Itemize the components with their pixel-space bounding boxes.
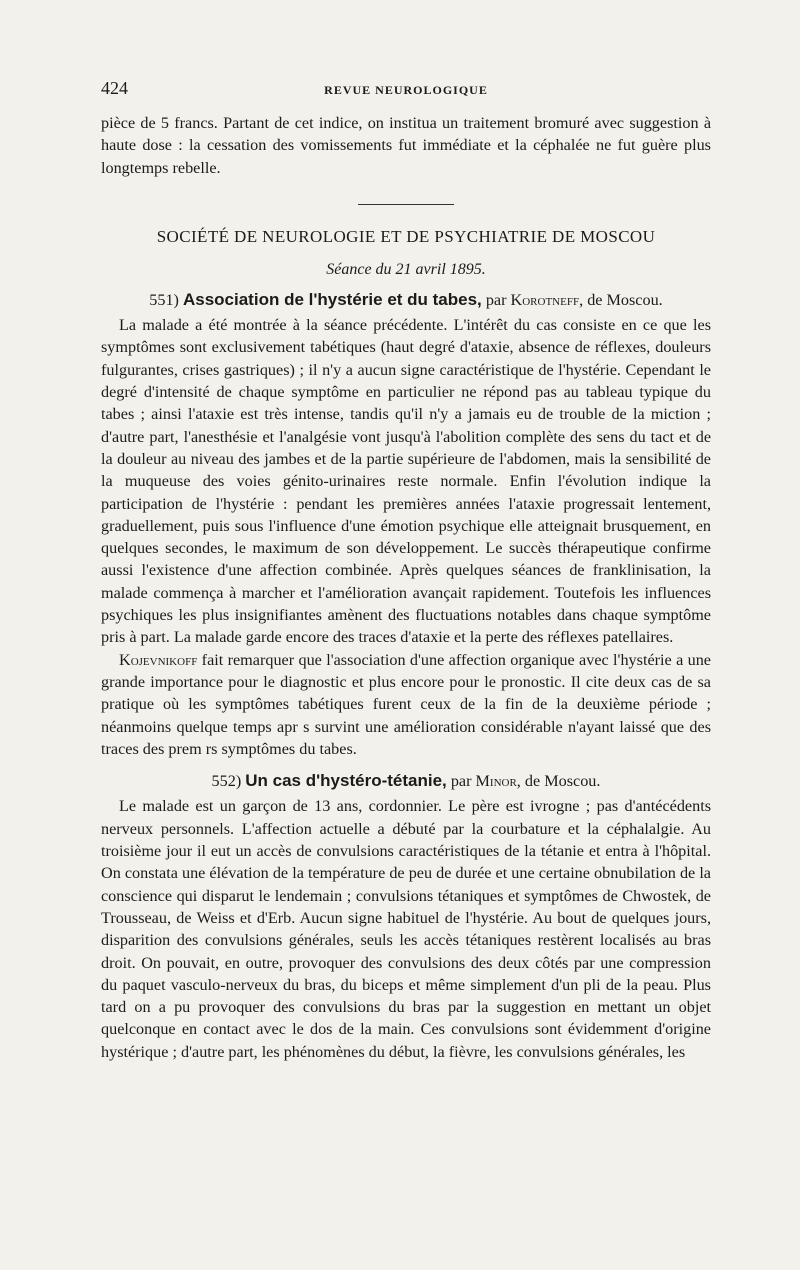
entry-by: par — [450, 772, 472, 791]
running-head — [101, 78, 711, 102]
entry-place: de Moscou. — [587, 290, 663, 309]
entry-heading-551 — [101, 289, 711, 311]
discussion-text: fait remarquer que l'association d'une affection organique avec l'hystérie a une grande importance pour le diagnostic et plus encore pour le pronostic. Il cite deux cas de sa pratique où les symptômes tabétiques furent ceux de la fin de la deuxième période ; néanmoins quelque temps apr s survint une amélioration considérable n'ayant laissé que des traces des prem rs symptômes du tabes. — [101, 650, 711, 758]
entry-paragraph: Le malade est un garçon de 13 ans, cordonnier. Le père est ivrogne ; pas d'antécédents nerveux personnels. L'affection actuelle a débuté par la courbature et la céphalalgie. Au troisième jour il eut un accès de convulsions caractéristiques de la tétanie et entra à l'hôpital. On constata une élévation de la température de peu de durée et une certaine obnubilation de la conscience qui disparut le lendemain ; convulsions tétaniques et symptômes de Chwostek, de Trousseau, de Weiss et d'Erb. Aucun signe habituel de l'hystérie. Au bout de quelques jours, disparition des convulsions générales, seuls les accès tétaniques restèrent localisés au bras droit. On pouvait, en outre, provoquer des convulsions des deux côtés par une compression du paquet vasculo-nerveux du bras, du biceps et même simplement d'un pli de la peau. Plus tard on a pu provoquer des convulsions du bras par la suggestion en mettant un objet quelconque en contact avec le dos de la main. Ces convulsions sont évidemment d'origine hystérique ; d'autre part, les phénomènes du début, la fièvre, les convulsions générales, les — [101, 797, 711, 1061]
entry-by: par — [485, 290, 507, 309]
entry-heading-552 — [101, 770, 711, 792]
journal-title: REVUE NEUROLOGIQUE — [324, 83, 488, 97]
entry-author: Korotneff, — [510, 290, 584, 309]
entry-number: 552) — [211, 772, 242, 791]
society-title: SOCIÉTÉ DE NEUROLOGIE ET DE PSYCHIATRIE DE MOSCOU — [156, 226, 656, 246]
entry-subject: Un cas d'hystéro-tétanie, — [245, 771, 447, 791]
entry-author: Minor, — [475, 772, 521, 791]
session-date: Séance du 21 avril 1895. — [326, 260, 486, 278]
intro-paragraph: pièce de 5 francs. Partant de cet indice, on institua un traitement bromuré avec suggestion à haute dose : la cessation des vomissements fut immédiate et la céphalée ne fut guère plus longtemps rebelle. — [101, 114, 711, 177]
discussion-paragraph — [101, 649, 711, 760]
entry-place: de Moscou. — [524, 772, 601, 791]
entry-paragraph: La malade a été montrée à la séance précédente. L'intérêt du cas consiste en ce que les symptômes sont exclusivement tabétiques (haut degré d'ataxie, absence de réflexes, douleurs fulgurantes, crises gastriques) ; il n'y a aucun signe caractéristique de l'hystérie. Cependant le degré d'intensité de chaque symptôme en particulier ne répond pas au tableau typique du tabes ; ainsi l'ataxie est très intense, tandis qu'il n'y a jamais eu de trouble de la miction ; d'autre part, l'anesthésie et l'analgésie vont jusqu'à l'abolition complète des sens du tact et de la douleur au niveau des jambes et de la partie supérieure de l'abdomen, mais la sensibilité de la muqueuse des voies génito-urinaires reste normale. Enfin l'évolution indique la participation de l'hystérie : pendant les premières années l'ataxie progressait lentement, graduellement, puis sous l'influence d'une émotion psychique elle atteignait brusquement, en quelques secondes, le maximum de son développement. Le succès thérapeutique confirme aussi l'existence d'une affection combinée. Après quelques séances de franklinisation, la malade commença à marcher et l'amélioration avançait rapidement. Toutefois les influences psychiques les plus insignifiantes amènent des fluctuations notables dans chaque symptôme pris à part. La malade garde encore des traces d'ataxie et la perte des réflexes patellaires. — [101, 316, 711, 647]
page-content — [101, 78, 711, 1063]
entry-number: 551) — [149, 290, 179, 309]
entry-subject: Association de l'hystérie et du tabes, — [182, 289, 482, 309]
section-divider — [358, 204, 454, 205]
discussion-speaker: Kojevnikoff — [119, 650, 198, 669]
page-number: 424 — [101, 78, 128, 98]
